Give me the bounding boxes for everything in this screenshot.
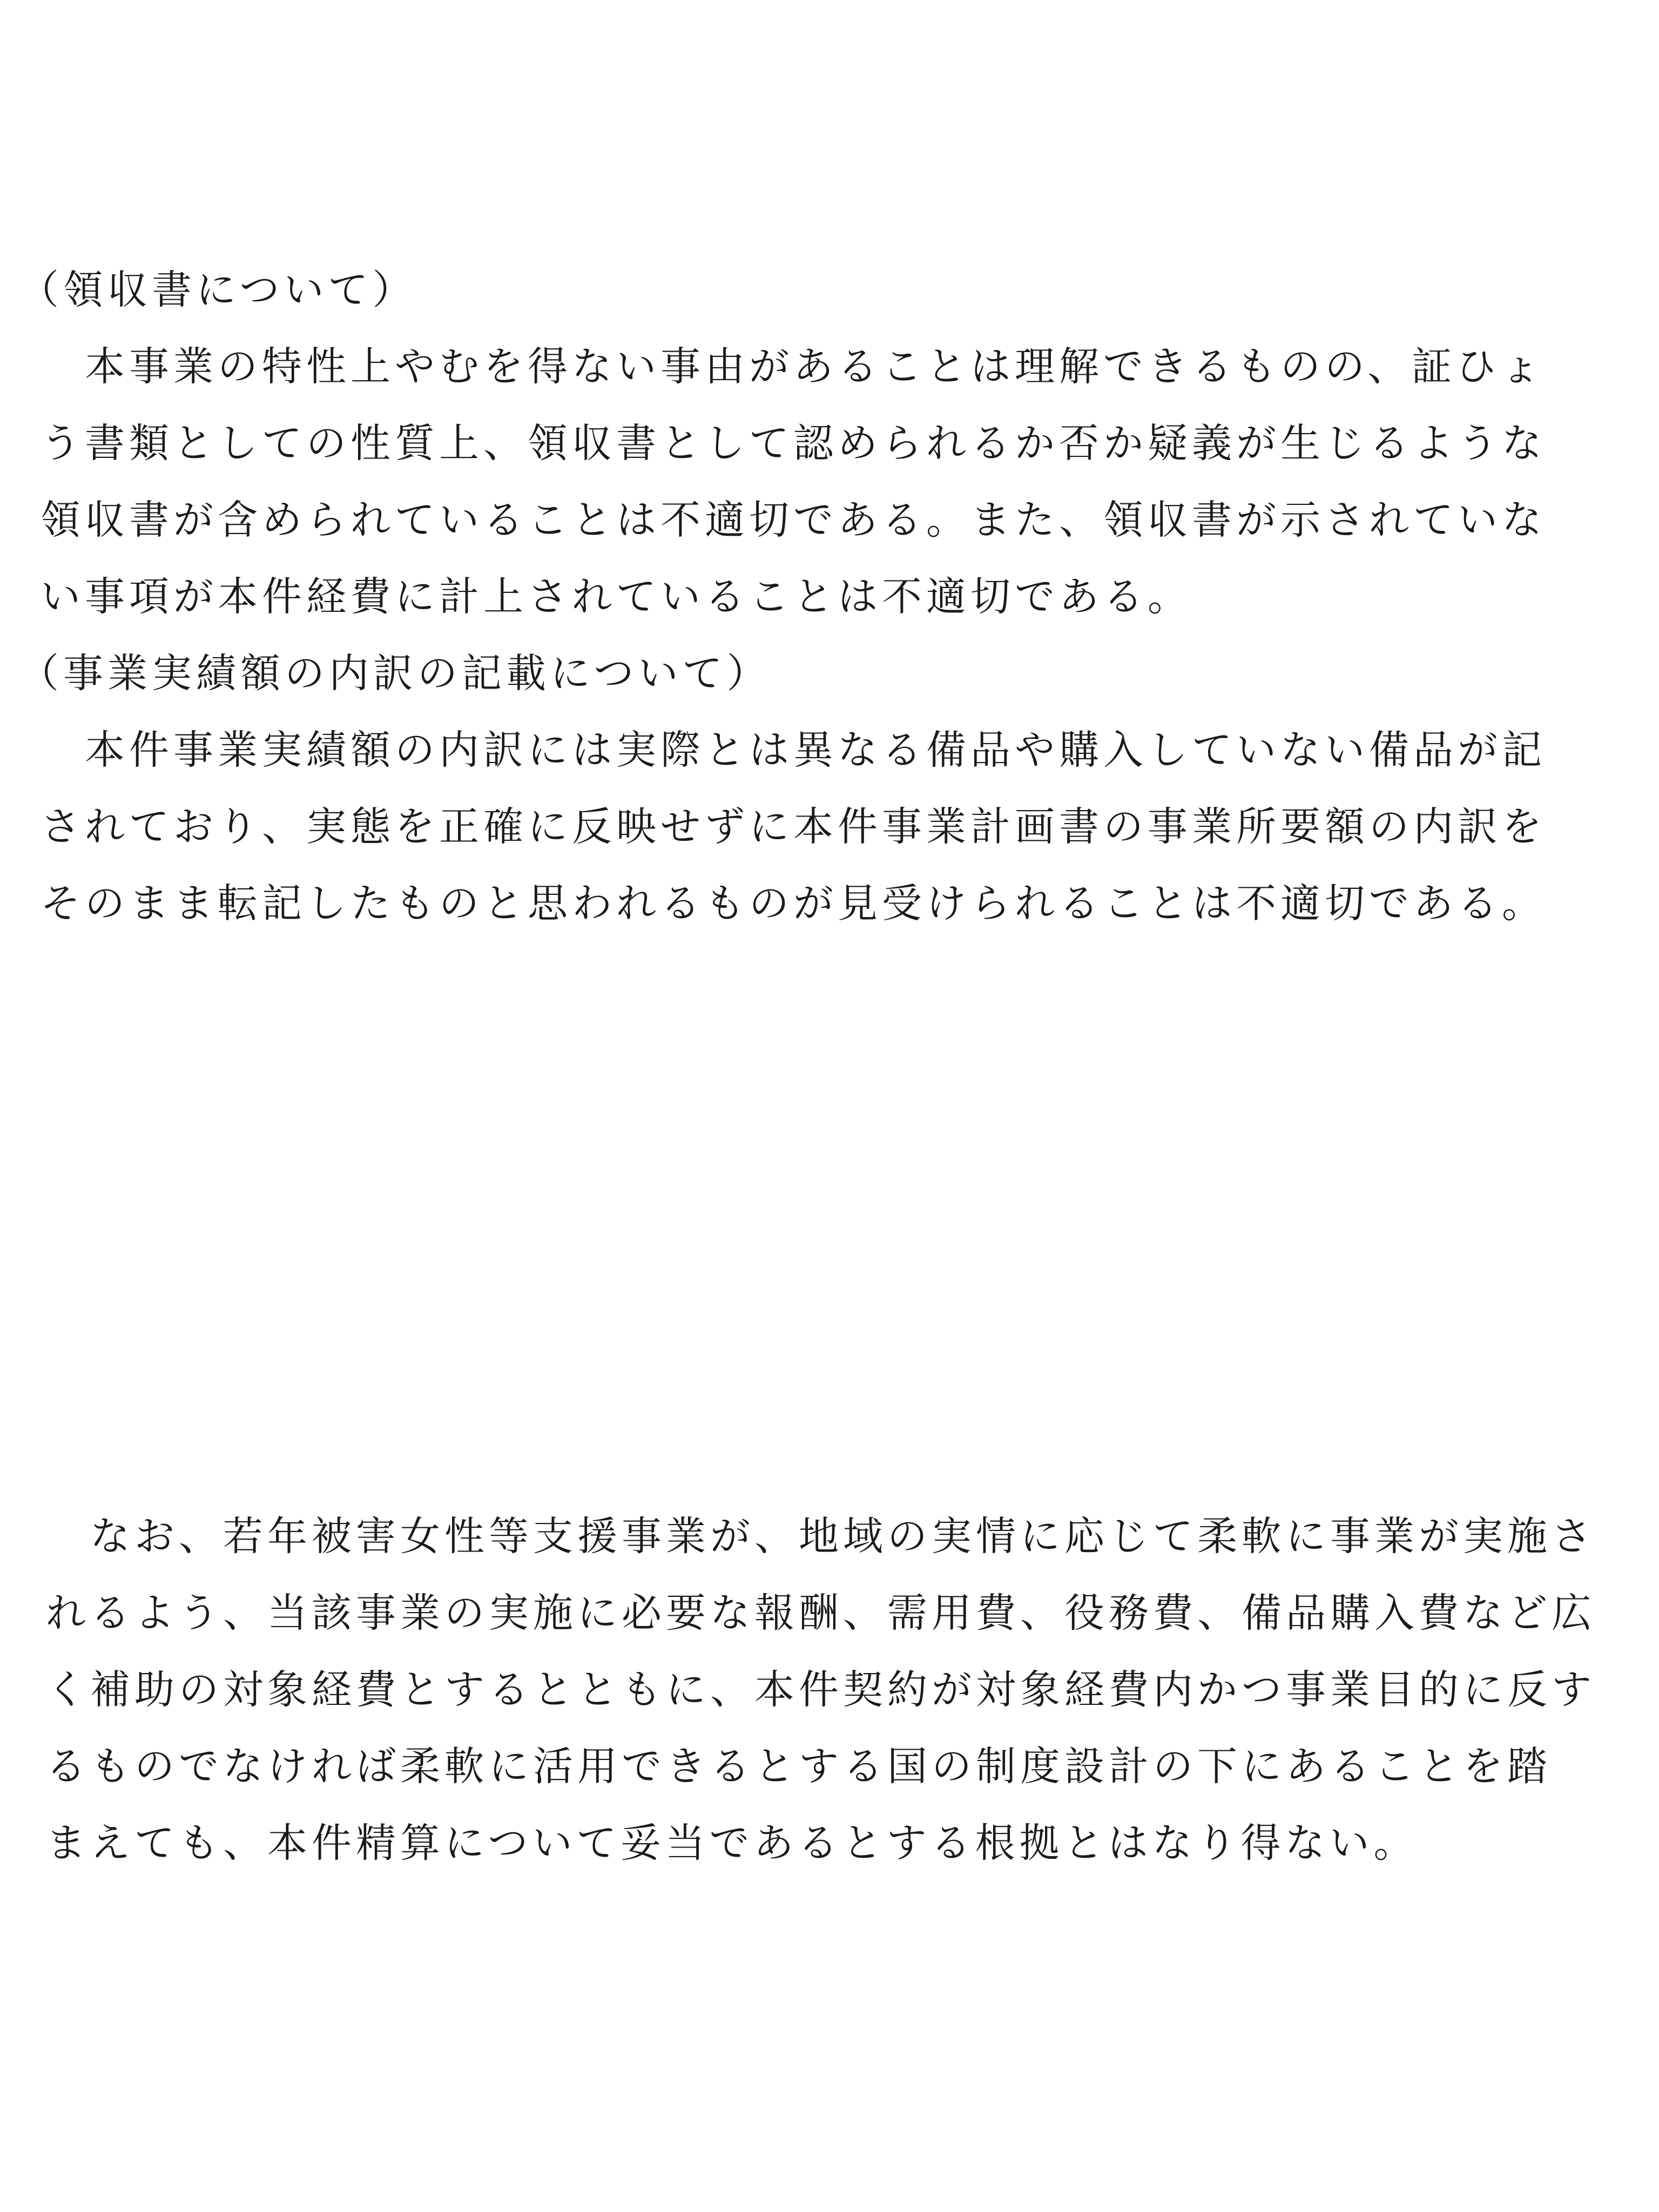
- receipts-line-3: 領収書が含められていることは不適切である。また、領収書が示されていな: [41, 497, 1546, 543]
- note-line-3: く補助の対象経費とするとともに、本件契約が対象経費内かつ事業目的に反す: [46, 1667, 1596, 1713]
- receipts-line-4: い事項が本件経費に計上されていることは不適切である。: [41, 574, 1192, 620]
- note-line-1: なお、若年被害女性等支援事業が、地域の実情に応じて柔軟に事業が実施さ: [46, 1513, 1596, 1560]
- section-heading-breakdown: （事業実績額の内訳の記載について）: [19, 650, 771, 697]
- note-line-2: れるよう、当該事業の実施に必要な報酬、需用費、役務費、備品購入費など広: [46, 1590, 1596, 1636]
- note-line-4: るものでなければ柔軟に活用できるとする国の制度設計の下にあることを踏: [46, 1743, 1552, 1790]
- breakdown-line-3: そのまま転記したものと思われるものが見受けられることは不適切である。: [41, 880, 1546, 927]
- breakdown-line-1: 本件事業実績額の内訳には実際とは異なる備品や購入していない備品が記: [41, 727, 1546, 773]
- breakdown-line-2: されており、実態を正確に反映せずに本件事業計画書の事業所要額の内訳を: [41, 804, 1546, 850]
- receipts-line-2: う書類としての性質上、領収書として認められるか否か疑義が生じるような: [41, 420, 1546, 467]
- note-line-5: まえても、本件精算について妥当であるとする根拠とはなり得ない。: [46, 1820, 1418, 1866]
- receipts-line-1: 本事業の特性上やむを得ない事由があることは理解できるものの、証ひょ: [41, 343, 1545, 390]
- section-heading-receipts: （領収書について）: [19, 267, 417, 313]
